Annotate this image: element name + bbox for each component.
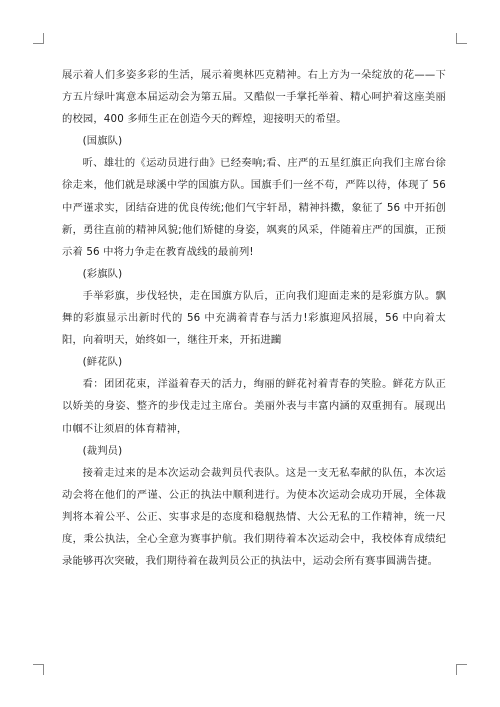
section-heading-flag-team: (国旗队): [82, 135, 123, 148]
paragraph-flag-team: 听、雄壮的《运动员进行曲》已经奏响;看、庄严的五星红旗正向我们主席台徐徐走来，他们就是球溪中学的国旗方队。国旗手们一丝不苟，严阵以待，体现了 56 中严谨求实，团结奋进的优良传统;他们气宇轩昂，精神抖擞，象征了 56 中开拓创新，勇往直前的精神风貌;他们矫健的身姿，飒爽的风采，伴随着庄严的国旗，正预示着 56 中将力争走在教育战线的最前列!: [62, 157, 446, 258]
paragraph-emblem-description: 展示着人们多姿多彩的生活，展示着奥林匹克精神。右上方为一朵绽放的花——下方五片绿叶寓意本届运动会为第五届。又酷似一手掌托举着、精心呵护着这座美丽的校园，400 多师生正在创造今天的辉煌，迎接明天的希望。: [62, 69, 446, 126]
crop-mark-bottom-right: [456, 664, 467, 675]
crop-mark-top-left: [33, 33, 44, 44]
document-body: [62, 64, 446, 572]
section-heading-referees: (裁判员): [82, 444, 123, 457]
crop-mark-bottom-left: [33, 664, 44, 675]
crop-mark-top-right: [456, 33, 467, 44]
paragraph-referees: 接着走过来的是本次运动会裁判员代表队。这是一支无私奉献的队伍，本次运动会将在他们的严谨、公正的执法中顺利进行。为使本次运动会成功开展，全体裁判将本着公平、公正、实事求是的态度和稳舰热情、大公无私的工作精神，统一尺度，秉公执法，全心全意为赛事护航。我们期待着本次运动会中，我校体育成绩纪录能够再次突破，我们期待着在裁判员公正的执法中，运动会所有赛事圆满告捷。: [62, 466, 446, 568]
section-heading-color-flag-team: (彩旗队): [82, 267, 123, 280]
paragraph-flower-team: 看：团团花束，洋溢着春天的活力，绚丽的鲜花衬着青春的笑脸。鲜花方队正以娇美的身姿、整齐的步伐走过主席台。美丽外表与丰富内涵的双重拥有。展现出巾帼不让须眉的体育精神，: [62, 378, 446, 435]
section-heading-flower-team: (鲜花队): [82, 356, 123, 369]
paragraph-color-flag-team: 手举彩旗，步伐轻快，走在国旗方队后，正向我们迎面走来的是彩旗方队。飘舞的彩旗显示出新时代的 56 中充满着青春与活力!彩旗迎风招展，56 中向着太阳，向着明天，始终如一，继往开来，开拓进躏: [62, 289, 446, 347]
